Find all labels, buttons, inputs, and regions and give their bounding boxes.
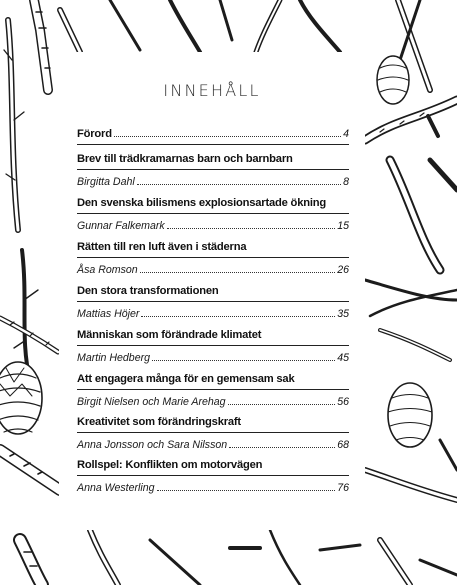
branch-icon xyxy=(0,318,58,352)
pine-cone-icon xyxy=(0,362,42,434)
branch-icon xyxy=(365,100,457,140)
toc-entry[interactable] xyxy=(77,197,349,232)
chapter-title: Den svenska bilismens explosionsartade ökning xyxy=(77,197,327,209)
page-number: 56 xyxy=(337,396,349,408)
divider xyxy=(77,257,349,258)
branch-icon xyxy=(390,160,457,270)
birch-twig-icon xyxy=(20,540,42,585)
chapter-author: Martin Hedberg xyxy=(77,352,151,364)
page-number: 35 xyxy=(337,308,349,320)
dot-leader xyxy=(114,135,341,137)
chapter-title: Att engagera många för en gemensam sak xyxy=(77,373,295,385)
chapter-author: Mattias Höjer xyxy=(77,308,140,320)
page-number: 4 xyxy=(343,128,349,140)
chapter-author: Birgitta Dahl xyxy=(77,176,135,188)
toc-entry[interactable] xyxy=(77,373,349,408)
pine-cone-icon xyxy=(388,383,432,447)
page-number: 26 xyxy=(337,264,349,276)
chapter-author: Anna Westerling xyxy=(77,482,155,494)
page-number: 8 xyxy=(343,176,349,188)
toc-entry[interactable] xyxy=(77,153,349,188)
divider xyxy=(77,475,349,476)
page-number: 15 xyxy=(337,220,349,232)
toc-entry[interactable] xyxy=(77,329,349,364)
branch-icon xyxy=(60,0,280,52)
dot-leader xyxy=(141,315,335,317)
page-number: 76 xyxy=(337,482,349,494)
divider xyxy=(77,213,349,214)
birch-branch-icon xyxy=(0,450,60,490)
chapter-author: Birgit Nielsen och Marie Arehag xyxy=(77,396,226,408)
divider xyxy=(77,432,349,433)
dot-leader xyxy=(152,359,335,361)
chapter-author: Gunnar Falkemark xyxy=(77,220,165,232)
chapter-title: Brev till trädkramarnas barn och barnbarn xyxy=(77,153,293,165)
dot-leader xyxy=(167,227,335,229)
divider xyxy=(77,169,349,170)
divider xyxy=(77,144,349,145)
divider xyxy=(77,345,349,346)
dot-leader xyxy=(140,271,336,273)
dot-leader xyxy=(157,489,336,491)
chapter-title: Människan som förändrade klimatet xyxy=(77,329,262,341)
toc-entry[interactable] xyxy=(77,459,349,494)
chapter-title: Rätten till ren luft även i städerna xyxy=(77,241,247,253)
dot-leader xyxy=(229,446,335,448)
page-number: 68 xyxy=(337,439,349,451)
pine-cone-icon xyxy=(377,56,409,104)
page-number: 45 xyxy=(337,352,349,364)
chapter-author: Anna Jonsson och Sara Nilsson xyxy=(77,439,228,451)
chapter-title: Rollspel: Konflikten om motorvägen xyxy=(77,459,263,471)
dot-leader xyxy=(137,183,341,185)
chapter-title: Kreativitet som förändringskraft xyxy=(77,416,241,428)
branch-icon xyxy=(365,440,457,500)
toc-entry[interactable] xyxy=(77,285,349,320)
branch-icon xyxy=(90,530,457,585)
table-of-contents-panel xyxy=(59,52,365,530)
divider xyxy=(77,301,349,302)
chapter-title: Den stora transformationen xyxy=(77,285,219,297)
toc-entry[interactable] xyxy=(77,128,349,151)
dot-leader xyxy=(228,403,336,405)
birch-twig-icon xyxy=(4,20,24,230)
twig-icon xyxy=(365,280,457,360)
birch-branch-icon xyxy=(34,0,50,90)
toc-entry[interactable] xyxy=(77,241,349,276)
toc-title: INNEHÅLL xyxy=(163,81,261,100)
chapter-author: Åsa Romson xyxy=(77,264,138,276)
divider xyxy=(77,389,349,390)
toc-entry[interactable] xyxy=(77,416,349,451)
chapter-title: Förord xyxy=(77,128,112,140)
